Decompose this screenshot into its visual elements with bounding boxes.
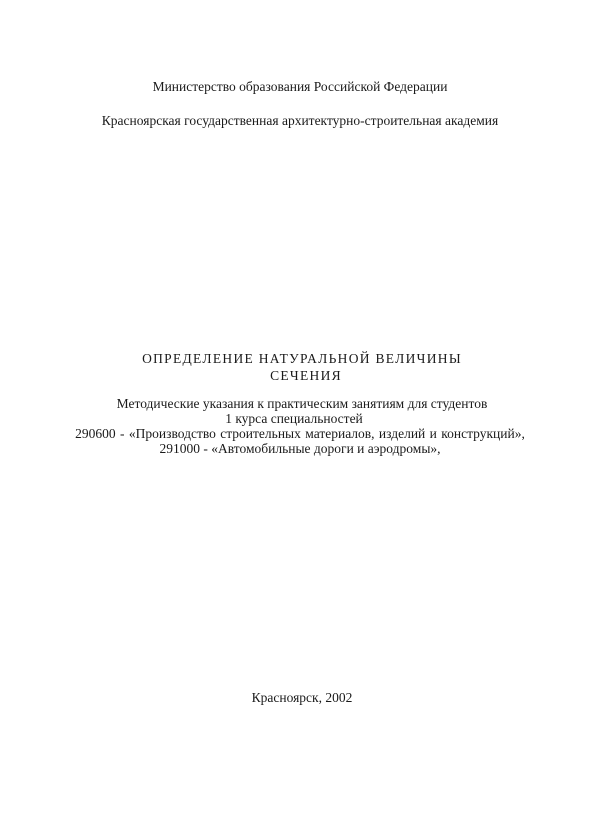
place-and-year: Красноярск, 2002 xyxy=(251,690,353,705)
document-title-line-2: СЕЧЕНИЯ xyxy=(270,368,342,383)
subtitle-line-4: 291000 - «Автомобильные дороги и аэродромы», xyxy=(159,441,441,456)
academy-name: Красноярская государственная архитектурно-строительная академия xyxy=(101,113,499,128)
subtitle-line-3: 290600 - «Производство строительных материалов, изделий и конструкций», xyxy=(75,426,525,441)
ministry-name: Министерство образования Российской Федерации xyxy=(152,79,448,94)
document-title-line-1: ОПРЕДЕЛЕНИЕ НАТУРАЛЬНОЙ ВЕЛИЧИНЫ xyxy=(142,351,462,366)
subtitle-line-1: Методические указания к практическим занятиям для студентов xyxy=(116,396,488,411)
subtitle-line-2: 1 курса специальностей xyxy=(225,411,363,426)
